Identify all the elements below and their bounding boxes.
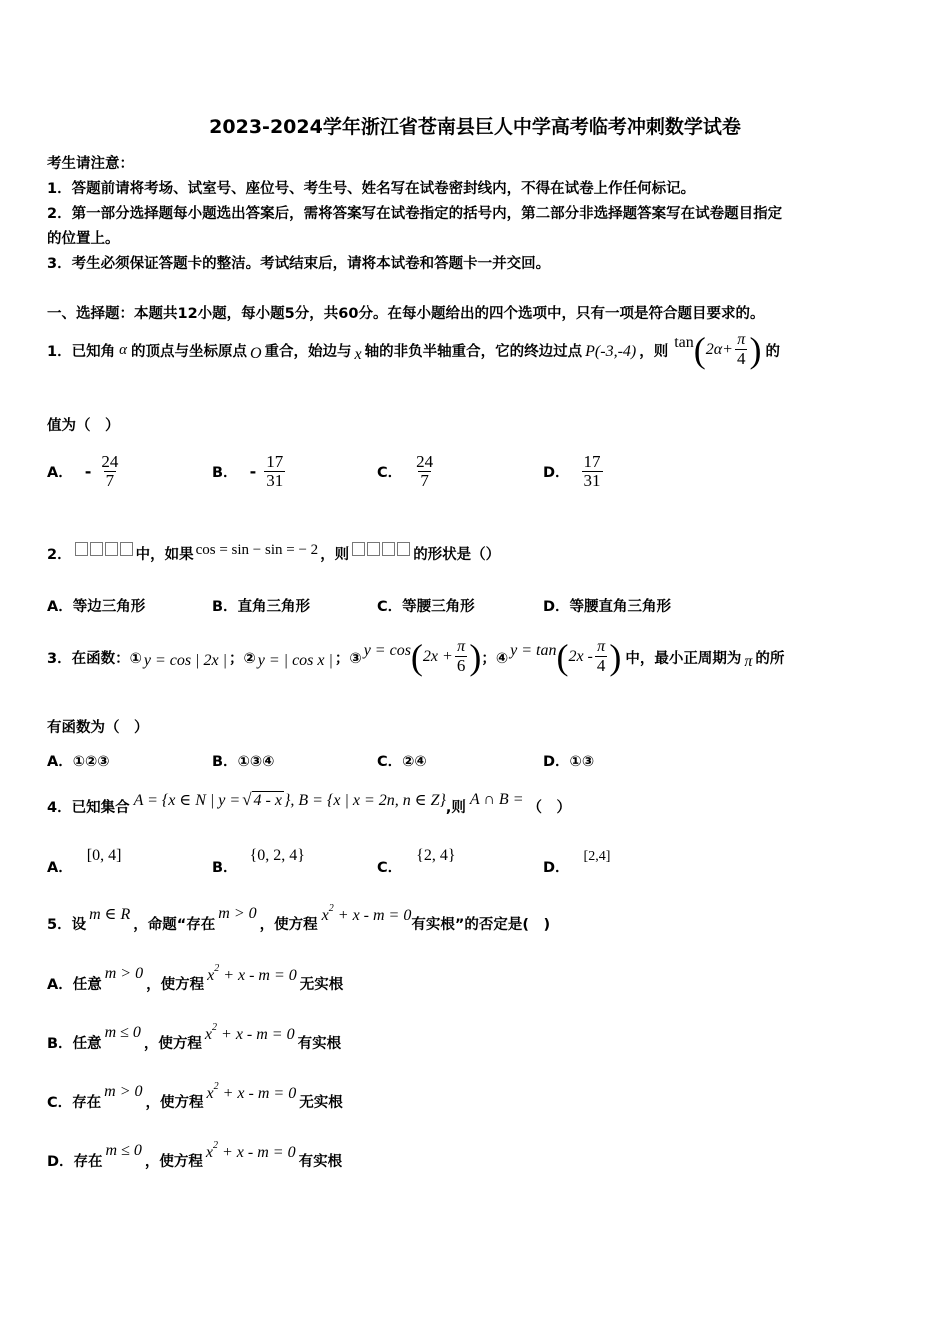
q3-func-1: y = cos | 2x | — [143, 652, 227, 669]
q3-func-2: y = | cos x | — [257, 652, 333, 669]
q3-rparen: ) — [609, 637, 622, 677]
option-eq-var: x — [206, 1085, 214, 1102]
q5-condition: m > 0 — [218, 905, 257, 922]
question-1 — [47, 329, 780, 371]
page-title: 2023-2024学年浙江省苍南县巨人中学高考临考冲刺数学试卷 — [209, 116, 741, 138]
section-heading: 一、选择题：本题共12小题，每小题5分，共60分。在每小题给出的四个选项中，只有一项是符合题目要求的。 — [47, 306, 765, 322]
q3-rparen: ) — [469, 637, 482, 677]
q3-text: 中，最小正周期为 — [625, 650, 742, 667]
q3-four: 4 — [596, 655, 606, 675]
q4-option-a[interactable] — [47, 844, 122, 876]
q1-pi: π — [737, 331, 746, 349]
q1-origin: O — [249, 345, 262, 362]
option-label: C． — [377, 599, 403, 615]
q3-lparen: ( — [556, 637, 569, 677]
q4-text: （ ） — [527, 799, 571, 816]
option-label: C． — [377, 464, 403, 481]
q3-pi: π — [457, 638, 466, 656]
option-quantifier: 任意 — [72, 1035, 102, 1052]
option-label: C． — [377, 754, 403, 770]
q3-option-c[interactable] — [377, 750, 427, 771]
option-text: 无实根 — [299, 1094, 343, 1111]
missing-glyph — [74, 541, 134, 557]
option-label: B． — [212, 754, 238, 770]
q4-text: 4．已知集合 — [47, 799, 130, 816]
option-text: ，使方程 — [146, 976, 205, 993]
q1-option-a[interactable] — [47, 448, 122, 494]
missing-glyph — [351, 541, 411, 557]
option-sign: - — [84, 461, 92, 481]
q5-option-d[interactable] — [47, 1139, 342, 1169]
q3-line2: 有函数为（ ） — [47, 720, 149, 736]
option-text: 有实根 — [297, 1035, 342, 1052]
option-condition: m > 0 — [104, 1083, 143, 1100]
q5-option-c[interactable] — [47, 1080, 343, 1110]
option-text: 无实根 — [299, 976, 344, 993]
q3-pi: π — [744, 653, 753, 670]
option-text: ②④ — [402, 754, 427, 770]
option-eq-var: x — [204, 1026, 213, 1043]
q3-text: 的所 — [755, 650, 785, 667]
option-numerator: 24 — [101, 451, 119, 471]
q2-text: ，则 — [320, 546, 350, 563]
q5-m-in-R: m ∈ R — [89, 906, 131, 923]
option-text: 等腰直角三角形 — [569, 599, 672, 615]
option-label: B． — [212, 860, 238, 876]
option-label: C． — [47, 1094, 73, 1111]
q4-option-d[interactable] — [543, 844, 611, 876]
q3-func-3: y = cos — [363, 642, 411, 659]
option-label: A． — [47, 599, 73, 615]
q3-text: ；④ — [481, 650, 509, 667]
q3-six: 6 — [456, 655, 466, 675]
option-label: A． — [47, 754, 73, 770]
option-text: [0, 4] — [86, 847, 122, 864]
q1-text: 轴的非负半轴重合，它的终边过点 — [364, 343, 583, 360]
option-numerator: 17 — [266, 451, 284, 471]
option-eq-rest: + x - m = 0 — [219, 967, 297, 984]
q1-text: ，则 — [639, 343, 669, 360]
q3-lparen: ( — [410, 637, 423, 677]
question-2 — [47, 541, 500, 565]
option-eq-rest: + x - m = 0 — [217, 1026, 295, 1043]
option-text: ①③ — [569, 754, 595, 770]
option-text: ①②③ — [72, 754, 110, 770]
option-quantifier: 任意 — [72, 976, 102, 993]
option-eq-var: x — [207, 967, 215, 984]
option-eq-exp: 2 — [212, 1022, 218, 1033]
q3-option-b[interactable] — [212, 750, 274, 771]
q5-text: 5．设 — [47, 916, 87, 933]
option-text: ，使方程 — [145, 1094, 204, 1111]
note-item: 2．第一部分选择题每小题选出答案后，需将答案写在试卷指定的括号内，第二部分非选择题答案写在试卷题目指定 — [47, 206, 783, 222]
q2-text: 的形状是（） — [413, 546, 501, 563]
option-eq-exp: 2 — [213, 1081, 219, 1092]
option-denominator: 7 — [105, 470, 115, 490]
note-item: 的位置上。 — [47, 231, 120, 247]
question-4: 4．已知集合 A = {x ∈ N | y = √ 4 - x }, B = {x | x = 2n, n ∈ Z} ,则 A ∩ B = （ ） — [47, 790, 571, 816]
q5-eq-var: x — [321, 907, 329, 924]
option-label: B． — [47, 1035, 73, 1052]
q1-pi-over-4 — [735, 332, 748, 368]
note-item: 1．答题前请将考场、试室号、座位号、考生号、姓名写在试卷密封线内，不得在试卷上作任何标记。 — [47, 181, 696, 197]
q2-option-b[interactable] — [212, 595, 310, 616]
option-label: D． — [543, 464, 570, 481]
option-text: 有实根 — [298, 1153, 343, 1170]
q1-option-b[interactable] — [212, 448, 287, 494]
q4-option-c[interactable] — [377, 844, 456, 876]
q1-x: x — [354, 346, 362, 363]
option-text: ，使方程 — [144, 1153, 203, 1170]
q3-pi: π — [597, 638, 606, 656]
q5-text: 有实根”的否定是( ) — [411, 916, 551, 933]
q3-option-d[interactable] — [543, 750, 594, 771]
notes-heading: 考生请注意： — [47, 156, 134, 172]
option-text: 等边三角形 — [72, 599, 146, 615]
option-label: B． — [212, 464, 238, 481]
q1-lparen: ( — [693, 330, 706, 370]
q3-func-3-inner: 2x + — [422, 648, 453, 665]
q4-option-b[interactable] — [212, 844, 305, 876]
option-eq-var: x — [205, 1144, 213, 1161]
option-eq-exp: 2 — [213, 1140, 218, 1151]
q1-rparen: ) — [749, 330, 762, 370]
option-eq-rest: + x - m = 0 — [218, 1085, 297, 1102]
option-label: A． — [47, 860, 73, 876]
q3-func-4-inner: 2x - — [568, 648, 593, 665]
q3-option-a[interactable] — [47, 750, 110, 771]
question-5 — [47, 902, 550, 932]
option-denominator: 7 — [420, 470, 429, 490]
q1-line2: 值为（ ） — [47, 418, 120, 434]
option-eq-rest: + x - m = 0 — [218, 1144, 296, 1161]
option-text: ①③④ — [237, 754, 275, 770]
q1-text: 1．已知角 — [47, 343, 116, 360]
question-3 — [47, 633, 784, 681]
q5-option-b[interactable] — [47, 1021, 341, 1051]
q4-intersection: A ∩ B = — [469, 791, 524, 808]
option-denominator: 31 — [583, 470, 601, 490]
q1-tan: tan — [674, 334, 694, 351]
option-label: D． — [543, 860, 570, 876]
option-condition: m > 0 — [104, 965, 144, 982]
option-quantifier: 存在 — [72, 1094, 102, 1111]
q1-alpha: α — [119, 341, 127, 358]
q1-text: 重合，始边与 — [264, 343, 352, 360]
option-eq-exp: 2 — [214, 963, 220, 974]
option-text: [2,4] — [583, 849, 611, 864]
q3-text: ；② — [229, 650, 256, 667]
option-label: C． — [377, 860, 403, 876]
option-quantifier: 存在 — [73, 1153, 103, 1170]
q1-text: 的顶点与坐标原点 — [130, 343, 247, 360]
q4-text: ,则 — [445, 799, 466, 816]
q4-set-b: }, B = {x | x = 2n, n ∈ Z} — [283, 792, 446, 809]
q5-text: ，命题“存在 — [133, 916, 216, 933]
option-text: ，使方程 — [143, 1035, 202, 1052]
q1-inner: 2α+ — [705, 341, 733, 358]
option-label: A． — [47, 976, 73, 993]
option-text: 直角三角形 — [237, 599, 311, 615]
q2-option-d[interactable] — [543, 595, 671, 616]
option-condition: m ≤ 0 — [104, 1024, 141, 1041]
q1-option-d[interactable] — [543, 448, 605, 494]
q1-point: P(-3,-4) — [585, 343, 637, 360]
option-label: A． — [47, 464, 73, 481]
q2-option-a[interactable] — [47, 595, 145, 616]
option-label: D． — [543, 754, 570, 770]
q1-four: 4 — [736, 348, 746, 368]
q2-condition: cos = sin − sin = − 2 — [195, 541, 319, 558]
option-denominator: 31 — [266, 470, 284, 490]
q3-text: 3．在函数：① — [47, 650, 142, 667]
q3-text: ；③ — [334, 650, 362, 667]
option-text: 等腰三角形 — [402, 599, 475, 615]
option-condition: m ≤ 0 — [105, 1142, 142, 1159]
option-label: B． — [212, 599, 238, 615]
option-label: D． — [543, 599, 570, 615]
q5-text: ，使方程 — [259, 916, 318, 933]
q2-option-c[interactable] — [377, 595, 475, 616]
option-label: D． — [47, 1153, 74, 1170]
option-text: {0, 2, 4} — [249, 847, 305, 864]
q4-set-a: A = {x ∈ N | y = — [133, 792, 241, 809]
q1-option-c[interactable] — [377, 448, 437, 494]
q2-text: 中，如果 — [135, 546, 194, 563]
option-numerator: 17 — [583, 451, 601, 471]
q5-eq-exp: 2 — [328, 903, 334, 914]
q4-sqrt: 4 - x — [253, 791, 282, 809]
q5-option-a[interactable] — [47, 962, 343, 992]
option-sign: - — [249, 461, 257, 481]
note-item: 3．考生必须保证答题卡的整洁。考试结束后，请将本试卷和答题卡一并交回。 — [47, 256, 551, 272]
option-text: {2, 4} — [416, 847, 456, 864]
q1-text: 的 — [765, 343, 780, 360]
q5-eq-rest: + x - m = 0 — [333, 907, 412, 924]
q2-text: 2． — [47, 546, 72, 563]
option-numerator: 24 — [416, 451, 434, 471]
q3-func-4: y = tan — [510, 642, 557, 659]
